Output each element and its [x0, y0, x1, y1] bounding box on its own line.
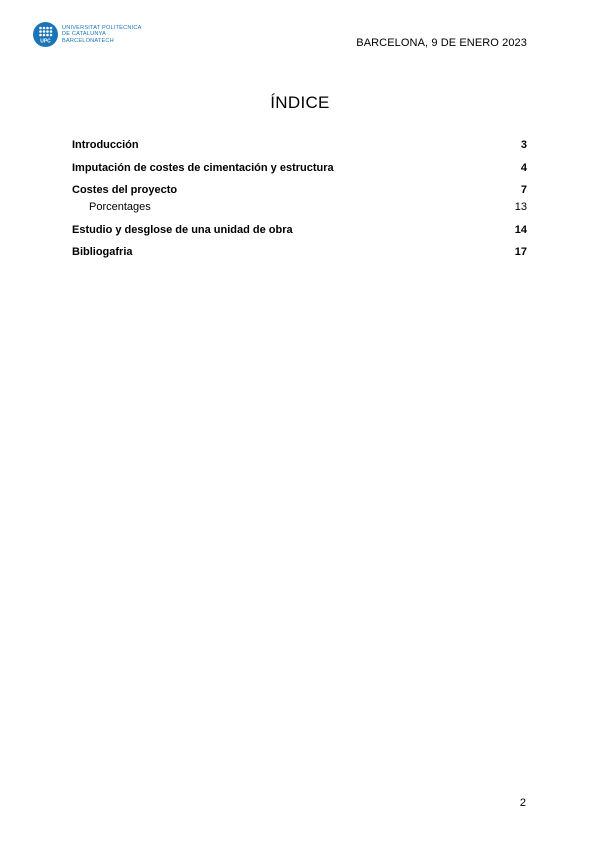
- toc-entry-label: Costes del proyecto: [72, 184, 178, 196]
- toc-entry-page: 7: [520, 184, 527, 196]
- toc-entry-introduccion[interactable]: [72, 138, 527, 152]
- toc-entry-page: 17: [514, 246, 527, 258]
- toc-entry-page: 4: [520, 162, 527, 174]
- toc-entry-label: Imputación de costes de cimentación y estructura: [72, 162, 334, 174]
- university-logo: [33, 22, 142, 47]
- page-number: 2: [519, 797, 526, 809]
- toc-entry-label: Porcentages: [89, 201, 151, 213]
- logo-dots-icon: [33, 22, 58, 47]
- toc-entry-label: Estudio y desglose de una unidad de obra: [72, 224, 293, 236]
- toc-entry-bibliografia[interactable]: [72, 245, 527, 259]
- toc-entry-costes-proyecto[interactable]: [72, 183, 527, 197]
- logo-line-3: BARCELONATECH: [62, 37, 114, 44]
- toc-entry-label: Introducción: [72, 139, 139, 151]
- toc-entry-label: Bibliogafria: [72, 246, 133, 258]
- logo-line-2: DE CATALUNYA: [62, 31, 107, 38]
- toc-entry-imputacion[interactable]: [72, 161, 527, 175]
- toc-entry-estudio-desglose[interactable]: [72, 223, 527, 237]
- toc-entry-page: 13: [514, 201, 527, 213]
- toc-entry-page: 14: [514, 224, 527, 236]
- logo-line-1: UNIVERSITAT POLITÈCNICA: [62, 25, 142, 32]
- upc-logo-mark: [33, 22, 58, 47]
- header-date: BARCELONA, 9 DE ENERO 2023: [356, 37, 527, 49]
- toc-title: ÍNDICE: [270, 93, 330, 112]
- logo-mark-text: UPC: [40, 38, 51, 45]
- logo-text: [62, 25, 142, 44]
- toc-entry-porcentages[interactable]: [72, 200, 527, 214]
- toc-entry-page: 3: [520, 139, 527, 151]
